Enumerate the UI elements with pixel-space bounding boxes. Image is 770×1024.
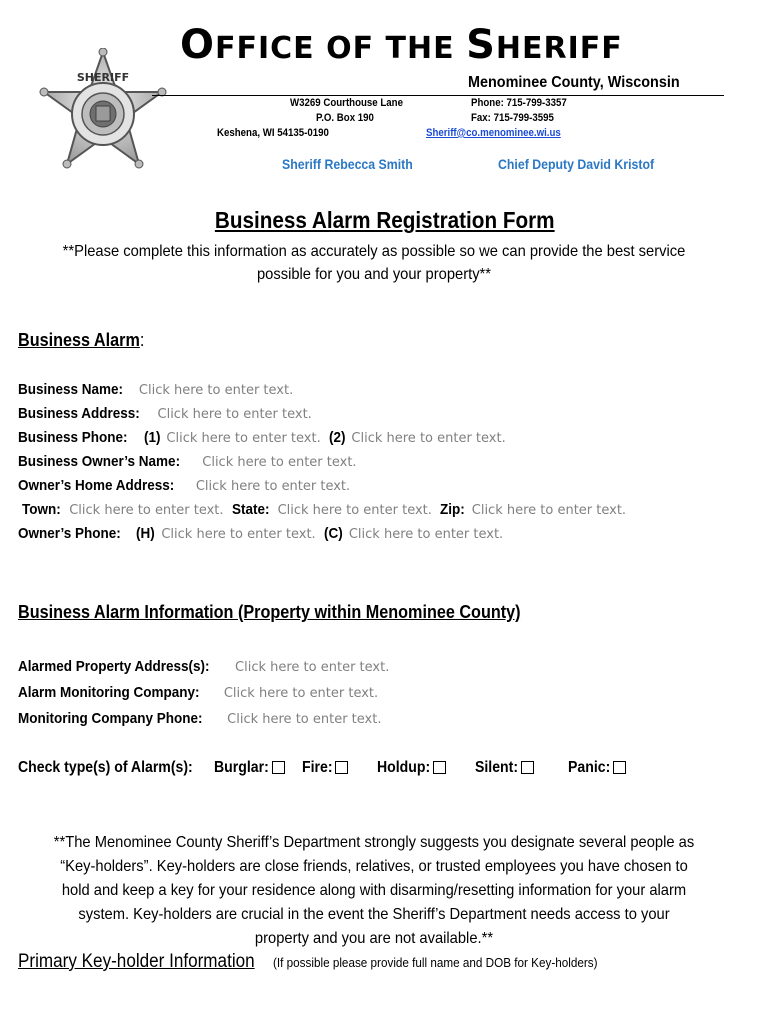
address-line-2: P.O. Box 190 bbox=[316, 112, 374, 124]
business-name-field[interactable]: Click here to enter text. bbox=[138, 383, 294, 398]
intro-text: **Please complete this information as accurately as possible so we can provide the best service possible for you and your property** bbox=[62, 243, 686, 283]
form-title bbox=[0, 207, 770, 234]
monitoring-company-row bbox=[18, 684, 378, 701]
owner-home-address-label: Owner’s Home Address: bbox=[18, 477, 175, 494]
owner-phone-row bbox=[18, 525, 503, 542]
owner-cell-phone-field[interactable]: Click here to enter text. bbox=[348, 527, 504, 542]
business-phone-1-field[interactable]: Click here to enter text. bbox=[166, 431, 321, 446]
state-label: State: bbox=[231, 501, 270, 518]
header-divider bbox=[152, 95, 724, 96]
business-phone-label: Business Phone: bbox=[18, 429, 128, 446]
town-field[interactable]: Click here to enter text. bbox=[69, 503, 224, 518]
chief-deputy-name: Chief Deputy David Kristof bbox=[498, 156, 655, 172]
panic-option bbox=[568, 759, 626, 777]
county-name: Menominee County, Wisconsin bbox=[468, 74, 680, 91]
property-address-label: Alarmed Property Address(s): bbox=[18, 658, 210, 675]
title-initial-s: S bbox=[466, 22, 496, 68]
burglar-label: Burglar: bbox=[214, 759, 269, 776]
fax-number: Fax: 715-799-3595 bbox=[471, 112, 554, 124]
fire-label: Fire: bbox=[302, 759, 333, 776]
state-field[interactable]: Click here to enter text. bbox=[277, 503, 432, 518]
business-phone-row bbox=[18, 429, 506, 446]
business-name-row bbox=[18, 381, 293, 398]
title-part-2: HERIFF bbox=[495, 31, 623, 66]
property-address-row bbox=[18, 658, 389, 675]
holdup-checkbox[interactable] bbox=[433, 761, 446, 774]
owner-home-phone-field[interactable]: Click here to enter text. bbox=[161, 527, 316, 542]
home-phone-label: (H) bbox=[136, 525, 156, 542]
office-title bbox=[180, 22, 660, 68]
primary-keyholder-heading bbox=[18, 951, 634, 973]
fire-checkbox[interactable] bbox=[335, 761, 348, 774]
holdup-option bbox=[377, 759, 446, 777]
alarm-type-label: Check type(s) of Alarm(s): bbox=[18, 759, 193, 776]
business-phone-2-field[interactable]: Click here to enter text. bbox=[351, 431, 506, 446]
address-line-1: W3269 Courthouse Lane bbox=[290, 97, 403, 109]
heading-colon: : bbox=[139, 330, 145, 350]
keyholder-note: **The Menominee County Sheriff’s Department strongly suggests you designate several people as “Key-holders”. Key-holders are close friends, relatives, or trusted employees you have chosen to hold and keep a key for your residence along with disarming/resetting information for your alarm system. Key-holders are crucial in the event the Sheriff’s Department needs access to your property and you are not available.** bbox=[53, 834, 695, 947]
primary-keyholder-title: Primary Key-holder Information bbox=[18, 951, 255, 972]
address-line-3: Keshena, WI 54135-0190 bbox=[217, 127, 329, 139]
monitoring-phone-row bbox=[18, 710, 381, 727]
town-state-zip-row bbox=[22, 501, 626, 518]
monitoring-phone-label: Monitoring Company Phone: bbox=[18, 710, 203, 727]
property-address-field[interactable]: Click here to enter text. bbox=[235, 660, 390, 675]
zip-label: Zip: bbox=[440, 501, 465, 518]
sheriff-badge-logo bbox=[36, 48, 170, 182]
monitoring-company-label: Alarm Monitoring Company: bbox=[18, 684, 200, 701]
burglar-option bbox=[214, 759, 285, 777]
badge-sheriff-text: SHERIFF bbox=[76, 71, 130, 84]
form-title-text: Business Alarm Registration Form bbox=[215, 207, 555, 233]
silent-checkbox[interactable] bbox=[521, 761, 534, 774]
cell-phone-label: (C) bbox=[323, 525, 343, 542]
alarm-information-heading: Business Alarm Information (Property within Menominee County) bbox=[18, 602, 521, 622]
title-initial-o: O bbox=[180, 22, 216, 68]
owner-name-row bbox=[18, 453, 357, 470]
title-part: FFICE OF THE bbox=[215, 31, 467, 66]
holdup-label: Holdup: bbox=[377, 759, 431, 776]
zip-field[interactable]: Click here to enter text. bbox=[471, 503, 627, 518]
monitoring-phone-field[interactable]: Click here to enter text. bbox=[227, 712, 382, 727]
business-alarm-heading bbox=[18, 330, 144, 351]
phone-1-label: (1) bbox=[143, 429, 161, 446]
email-link[interactable]: Sheriff@co.menominee.wi.us bbox=[426, 127, 561, 139]
business-address-label: Business Address: bbox=[18, 405, 140, 422]
silent-label: Silent: bbox=[475, 759, 519, 776]
owner-phone-label: Owner’s Phone: bbox=[18, 525, 121, 542]
panic-label: Panic: bbox=[568, 759, 611, 776]
business-address-field[interactable]: Click here to enter text. bbox=[157, 407, 312, 422]
business-name-label: Business Name: bbox=[18, 381, 124, 398]
monitoring-company-field[interactable]: Click here to enter text. bbox=[223, 686, 379, 701]
silent-option bbox=[475, 759, 534, 777]
owner-name-label: Business Owner’s Name: bbox=[18, 453, 181, 470]
business-address-row bbox=[18, 405, 312, 422]
town-label: Town: bbox=[22, 501, 61, 518]
primary-keyholder-instructions: (If possible please provide full name and DOB for Key-holders) bbox=[273, 955, 598, 970]
panic-checkbox[interactable] bbox=[613, 761, 626, 774]
phone-number: Phone: 715-799-3357 bbox=[471, 97, 567, 109]
sheriff-name: Sheriff Rebecca Smith bbox=[282, 156, 413, 172]
owner-home-address-field[interactable]: Click here to enter text. bbox=[195, 479, 351, 494]
fire-option bbox=[302, 759, 348, 777]
owner-name-field[interactable]: Click here to enter text. bbox=[202, 455, 357, 470]
burglar-checkbox[interactable] bbox=[272, 761, 285, 774]
heading-text: Business Alarm bbox=[18, 330, 140, 350]
owner-home-address-row bbox=[18, 477, 350, 494]
phone-2-label: (2) bbox=[328, 429, 346, 446]
